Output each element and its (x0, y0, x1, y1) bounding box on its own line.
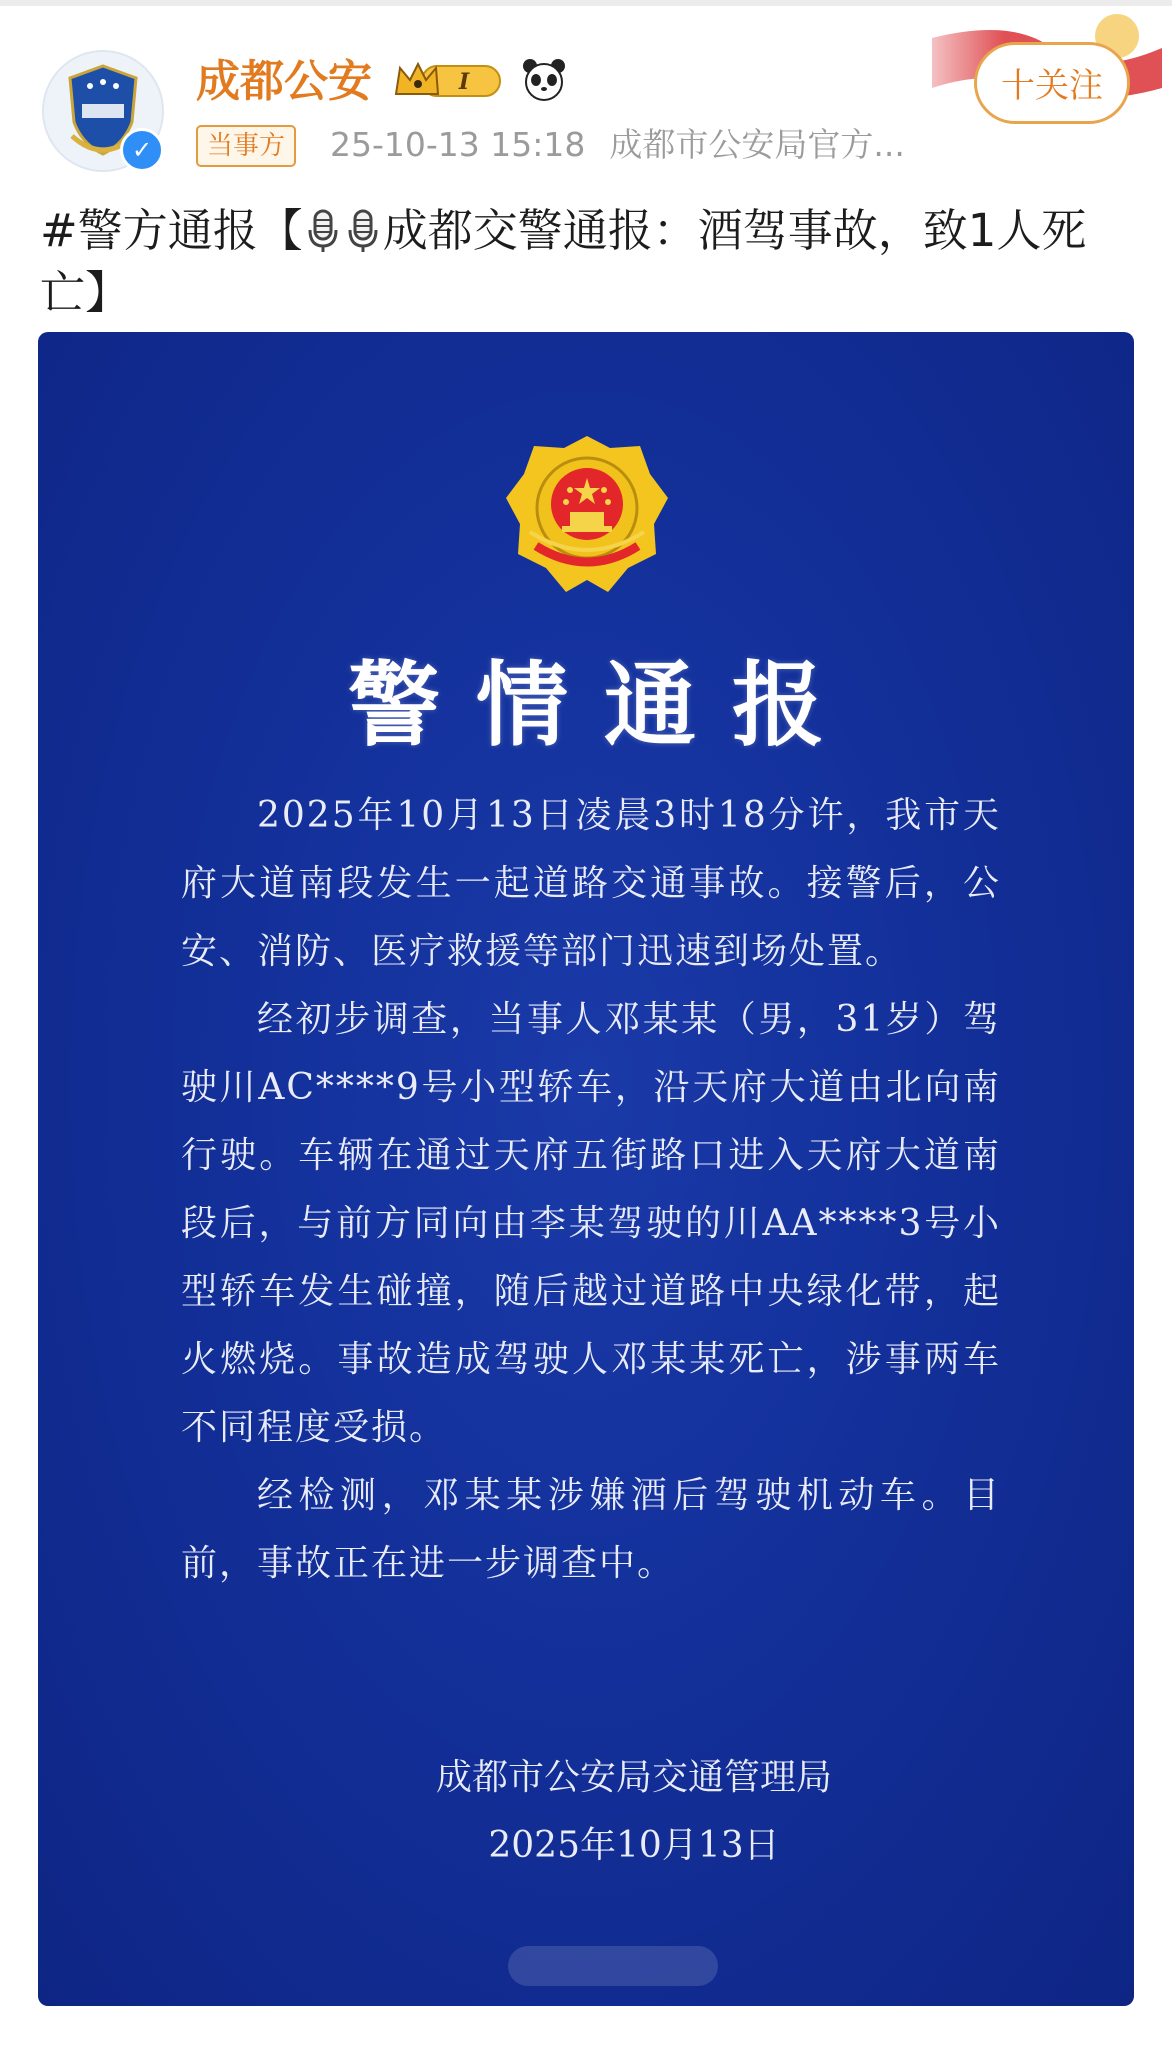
issue-date: 2025年10月13日 (488, 1825, 780, 1866)
username[interactable]: 成都公安 (196, 56, 372, 107)
microphone-icon (346, 208, 380, 254)
notice-title: 警情通报 (347, 651, 860, 759)
image-watermark (508, 1946, 718, 1986)
post-title: 成都交警通报：酒驾事故，致1人死亡 (40, 204, 1087, 319)
police-emblem-icon (500, 428, 674, 602)
crown-level-badge-icon[interactable] (392, 58, 504, 102)
verified-check-icon: ✓ (120, 128, 164, 172)
notice-paragraph: 经检测，邓某某涉嫌酒后驾驶机动车。目前，事故正在进一步调查中。 (181, 1475, 1001, 1584)
notice-body (181, 782, 1001, 1598)
svg-text:I: I (458, 69, 470, 95)
notice-paragraph: 2025年10月13日凌晨3时18分许，我市天府大道南段发生一起道路交通事故。接警后，公安、消防、医疗救援等部门迅速到场处置。 (181, 795, 1001, 972)
post-text (40, 200, 1140, 324)
role-tag: 当事方 (196, 125, 296, 167)
source-label[interactable]: 成都市公安局官方... (609, 125, 905, 164)
panda-badge-icon (520, 56, 568, 104)
bracket-close: 】 (85, 266, 131, 319)
bracket-open: 【 (257, 204, 303, 257)
microphone-icon (306, 208, 340, 254)
post-meta (330, 120, 905, 170)
notice-image[interactable] (38, 332, 1134, 2006)
timestamp: 25-10-13 15:18 (330, 125, 586, 164)
follow-button[interactable]: 十关注 (974, 42, 1130, 124)
notice-paragraph: 经初步调查，当事人邓某某（男，31岁）驾驶川AC****9号小型轿车，沿天府大道由北向南行驶。车辆在通过天府五街路口进入天府大道南段后，与前方同向由李某驾驶的川AA****3号小型轿车发生碰撞，随后越过道路中央绿化带，起火燃烧。事故造成驾驶人邓某某死亡，涉事两车不同程度受损。 (181, 999, 1001, 1448)
hashtag-link[interactable]: #警方通报 (40, 204, 258, 257)
top-divider (0, 0, 1172, 6)
issuing-agency: 成都市公安局交通管理局 (435, 1757, 832, 1798)
notice-signoff (38, 1744, 1134, 1880)
